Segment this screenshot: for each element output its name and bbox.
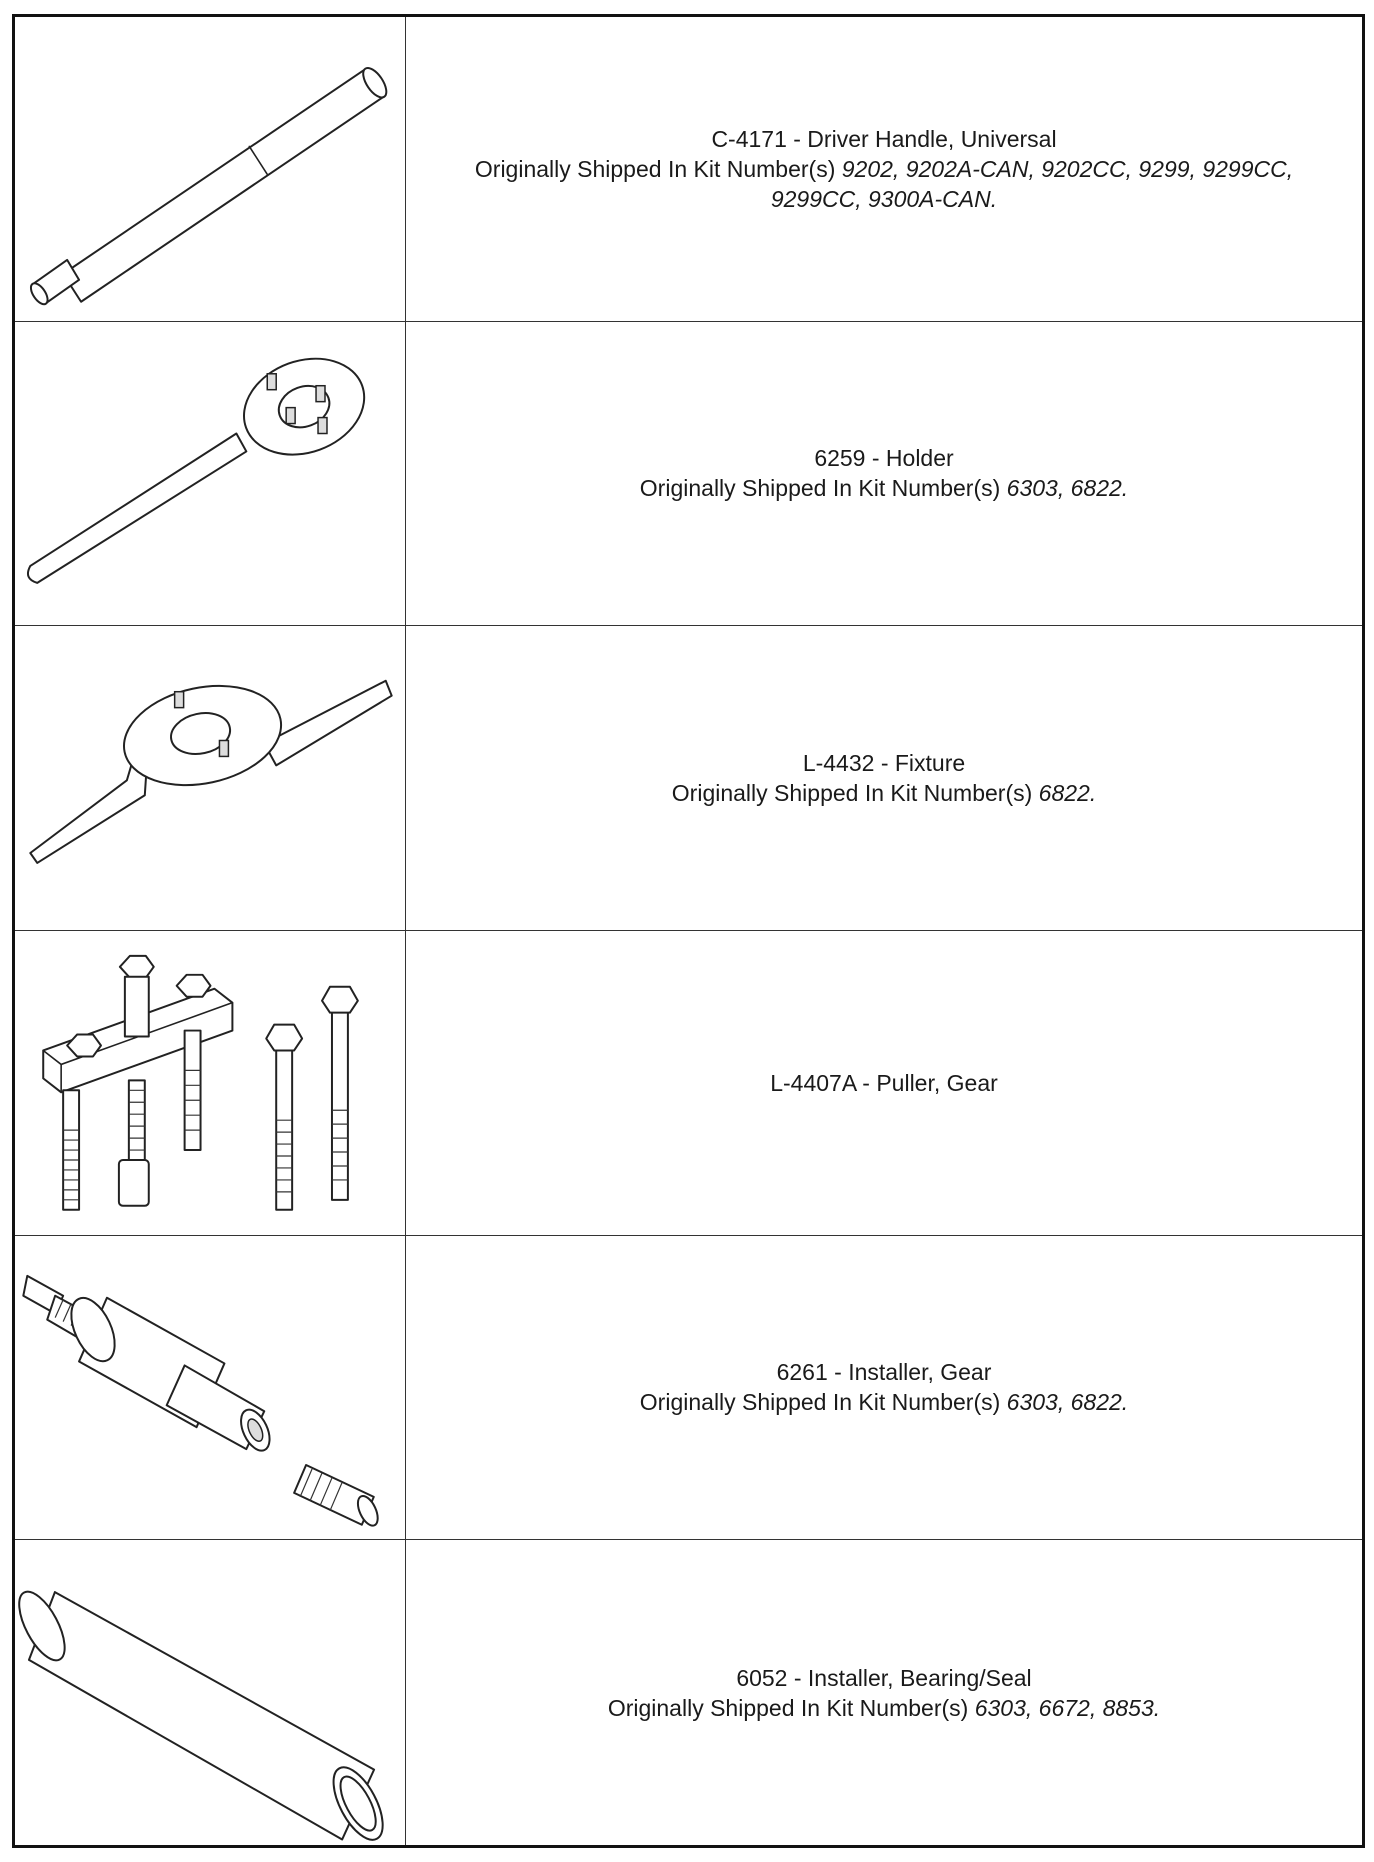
tool-title: C-4171 - Driver Handle, Universal — [711, 125, 1057, 152]
tool-row — [15, 626, 1362, 931]
tool-kits-line: Originally Shipped In Kit Number(s) 6303, 6672, 8853. — [607, 1694, 1161, 1721]
holder-drawing — [28, 342, 378, 582]
tool-title: 6052 - Installer, Bearing/Seal — [736, 1664, 1032, 1691]
fixture-illustration — [15, 626, 406, 930]
puller-drawing — [43, 956, 358, 1210]
kit-numbers: 6303, 6672, 8853 — [974, 1694, 1154, 1721]
tool-description — [406, 931, 1362, 1235]
tool-description — [406, 17, 1362, 321]
installer-gear-illustration — [15, 1236, 406, 1540]
installer-gear-drawing — [23, 1275, 381, 1528]
tool-row — [15, 322, 1362, 627]
installer-bearing-seal-drawing — [15, 1585, 393, 1845]
tool-title: L-4407A - Puller, Gear — [770, 1069, 998, 1096]
fixture-drawing — [30, 673, 391, 864]
tool-kits-line: Originally Shipped In Kit Number(s) 6822. — [671, 780, 1097, 807]
tool-row — [15, 931, 1362, 1236]
tool-kits-line: Originally Shipped In Kit Number(s) 6303, 6822. — [639, 475, 1129, 502]
tool-description — [406, 1236, 1362, 1540]
tool-description — [406, 1540, 1362, 1845]
tool-row — [15, 17, 1362, 322]
tool-title: 6259 - Holder — [814, 445, 954, 472]
driver-handle-drawing — [28, 64, 391, 307]
tool-row — [15, 1540, 1362, 1845]
tool-kits-line: Originally Shipped In Kit Number(s) 9202, 9202A-CAN, 9202CC, 9299, 9299CC, 9299CC, 9300A-CAN. — [474, 155, 1294, 212]
driver-handle-illustration — [15, 17, 406, 321]
kit-numbers: 9202, 9202A-CAN, 9202CC, 9299, 9299CC, 9299CC, 9300A-CAN — [770, 155, 1294, 212]
puller-illustration — [15, 931, 406, 1235]
tool-description — [406, 626, 1362, 930]
installer-bearing-seal-illustration — [15, 1540, 406, 1845]
tool-title: L-4432 - Fixture — [802, 750, 966, 777]
tool-kits-line: Originally Shipped In Kit Number(s) 6303, 6822. — [639, 1389, 1129, 1416]
tool-row — [15, 1236, 1362, 1541]
holder-illustration — [15, 322, 406, 626]
tool-title: 6261 - Installer, Gear — [776, 1359, 992, 1386]
kit-numbers: 6303, 6822 — [1006, 1389, 1122, 1416]
kit-numbers: 6303, 6822 — [1006, 475, 1122, 502]
kit-numbers: 6822 — [1038, 780, 1090, 807]
special-tools-table — [12, 14, 1365, 1848]
tool-description — [406, 322, 1362, 626]
